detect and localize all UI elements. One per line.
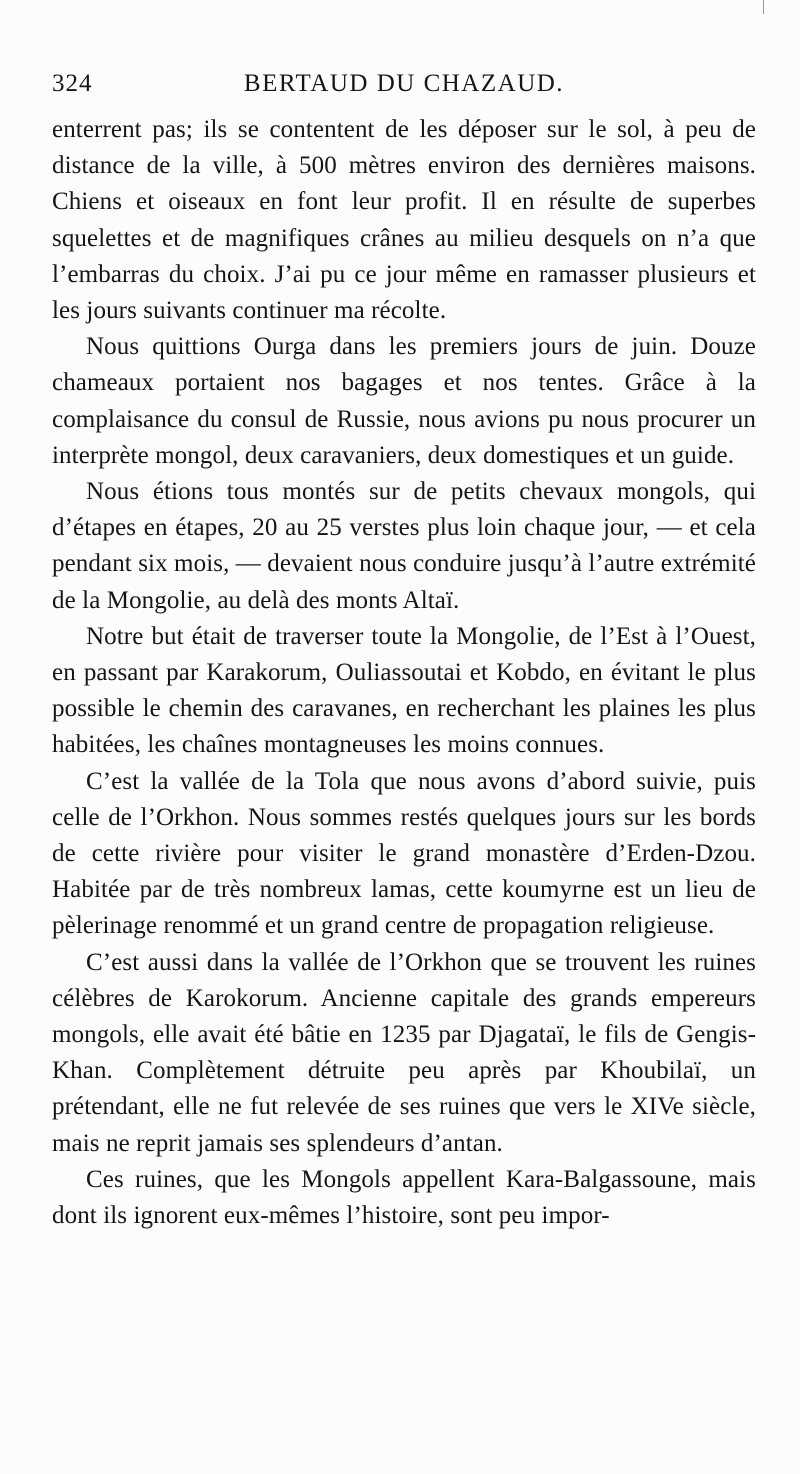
page-edge-mark: [763, 0, 764, 14]
paragraph: enterrent pas; ils se contentent de les déposer sur le sol, à peu de distance de la ville, à 500 mètres environ des dernières maisons. Chiens et oiseaux en font leur profit. Il en résulte de superbes squelettes et de magnifiques crânes au milieu desquels on n’a que l’embarras du choix. J’ai pu ce jour même en ramasser plusieurs et les jours suivants continuer ma récolte.: [52, 116, 756, 325]
paragraph: Nous quittions Ourga dans les premiers jours de juin. Douze chameaux portaient nos bagages et nos tentes. Grâce à la complaisance du consul de Russie, nous avions pu nous procurer un interprète mongol, deux caravaniers, deux domestiques et un guide.: [52, 333, 756, 469]
paragraph: Nous étions tous montés sur de petits chevaux mongols, qui d’étapes en étapes, 20 au 25 verstes plus loin chaque jour, — et cela pendant six mois, — devaient nous conduire jusqu’à l’autre extrémité de la Mongolie, au delà des monts Altaï.: [52, 478, 756, 614]
page-header: [52, 70, 756, 106]
paragraph: C’est aussi dans la vallée de l’Orkhon que se trouvent les ruines célèbres de Karokorum. Ancienne capitale des grands empereurs mongols, elle avait été bâtie en 1235 par Djagataï, le fils de Gengis-Khan. Complètement détruite peu après par Khoubilaï, un prétendant, elle ne fut relevée de ses ruines que vers le XIVe siècle, mais ne reprit jamais ses splendeurs d’antan.: [52, 948, 756, 1157]
paragraph: C’est la vallée de la Tola que nous avons d’abord suivie, puis celle de l’Orkhon. Nous sommes restés quelques jours sur les bords de cette rivière pour visiter le grand monastère d’Erden-Dzou. Habitée par de très nombreux lamas, cette koumyrne est un lieu de pèlerinage renommé et un grand centre de propagation religieuse.: [52, 767, 756, 940]
paragraph: Notre but était de traverser toute la Mongolie, de l’Est à l’Ouest, en passant par Karakorum, Ouliassoutai et Kobdo, en évitant le plus possible le chemin des caravanes, en recherchant les plaines les plus habitées, les chaînes montagneuses les moins connues.: [52, 622, 756, 759]
running-head: BERTAUD DU CHAZAUD.: [243, 70, 565, 97]
page-number: 324: [52, 70, 93, 97]
paragraph: Ces ruines, que les Mongols appellent Kara-Balgassoune, mais dont ils ignorent eux-mêmes l’histoire, sont peu impor-: [52, 1165, 756, 1230]
body-text: [52, 112, 756, 1234]
